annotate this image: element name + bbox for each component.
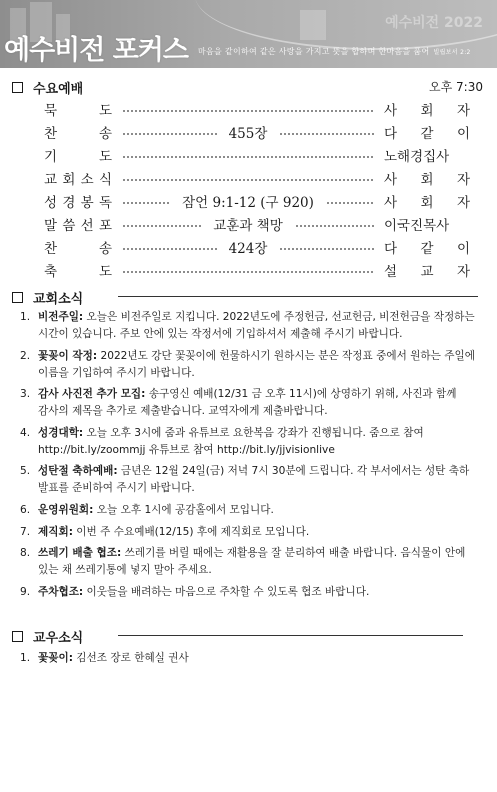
list-item [20, 463, 478, 497]
order-label-char: 씀 [62, 218, 76, 234]
order-label [44, 168, 112, 188]
order-label-char: 독 [98, 195, 112, 211]
dot-leader [279, 248, 374, 250]
order-label [44, 122, 112, 142]
list-item-body [38, 584, 478, 601]
order-row [44, 121, 470, 143]
order-person [384, 214, 470, 234]
checkbox-square-icon [12, 631, 23, 642]
list-item-heading: 주차협조: [38, 585, 84, 598]
dot-leader [279, 133, 374, 135]
order-label-char: 봉 [80, 195, 94, 211]
member-news-header [12, 627, 83, 646]
church-news-list [20, 309, 478, 605]
order-person-char: 자 [456, 195, 470, 211]
order-person-char: 회 [420, 103, 434, 119]
list-item [20, 502, 478, 519]
order-row [44, 167, 470, 189]
list-item-body [38, 502, 478, 519]
order-row [44, 144, 470, 166]
order-label-char: 경 [62, 195, 76, 211]
dot-leader [122, 202, 170, 204]
order-label-char: 말 [44, 218, 58, 234]
list-item-heading: 운영위원회: [38, 503, 94, 516]
dot-leader [122, 179, 374, 181]
list-item-body [38, 524, 478, 541]
order-person-char: 자 [456, 172, 470, 188]
list-item-heading: 제직회: [38, 525, 73, 538]
list-item-heading: 성탄절 축하예배: [38, 465, 118, 478]
list-item-number: 1. [20, 652, 31, 664]
order-row [44, 236, 470, 258]
list-item-text: 2022년도 강단 꽃꽂이에 헌물하시기 원하시는 분은 작정표 중에서 원하는 주일에 이름을 기입하여 주시기 바랍니다. [38, 349, 475, 379]
order-person-char: 이국진목사 [384, 218, 450, 234]
order-person [384, 168, 470, 188]
list-item-body [38, 463, 478, 497]
verse-text: 마음을 같이하여 같은 사랑을 가지고 뜻을 합하며 한마음을 품어 [198, 47, 430, 56]
list-item-text: 김선조 장로 한혜실 권사 [72, 652, 189, 664]
list-item-text: 오늘 오후 1시에 공감홀에서 모입니다. [93, 503, 274, 516]
list-item-body [38, 425, 478, 459]
order-label-char: 소 [80, 172, 94, 188]
list-item-number: 3. [20, 388, 31, 401]
list-item [20, 309, 478, 343]
order-person-char: 설 [384, 264, 398, 280]
list-item [20, 348, 478, 382]
section-divider [118, 296, 478, 297]
order-label-char: 도 [98, 103, 112, 119]
list-item-number: 6. [20, 503, 31, 516]
list-item-number: 1. [20, 311, 31, 323]
banner-watermark: 예수비전 2022 [385, 15, 483, 31]
order-person-char: 같 [420, 126, 434, 142]
service-section-header [12, 78, 83, 97]
list-item [20, 425, 478, 459]
order-label [44, 145, 112, 165]
dot-leader [122, 225, 201, 227]
order-person [384, 145, 470, 165]
list-item-number: 2. [20, 349, 31, 362]
order-label-char: 포 [98, 218, 112, 234]
order-label-char: 송 [98, 126, 112, 142]
order-person-char: 자 [456, 103, 470, 119]
list-item [20, 584, 478, 601]
order-label-char: 식 [98, 172, 112, 188]
order-label-char: 교 [44, 172, 58, 188]
verse-reference: 빌립보서 2:2 [433, 49, 471, 56]
list-item-number: 7. [20, 525, 31, 538]
order-label-char: 기 [44, 149, 58, 165]
order-row [44, 259, 470, 281]
list-item [20, 386, 478, 420]
list-item-text: 오늘은 비전주일로 지킵니다. 2022년도에 주정헌금, 선교헌금, 비전헌금을 작정하는 시간이 있습니다. 주보 안에 있는 작정서에 기입하셔서 제출해 주시기 바랍니다. [38, 311, 475, 340]
list-item [20, 545, 478, 579]
list-item-body [38, 386, 478, 420]
list-item-number: 8. [20, 547, 31, 560]
list-item-body [38, 309, 478, 343]
list-item-number: 5. [20, 465, 31, 478]
list-item-heading: 성경대학: [38, 426, 84, 439]
list-item-body [38, 348, 478, 382]
order-label-char: 송 [98, 241, 112, 257]
dot-leader [122, 271, 374, 273]
list-item-heading: 꽃꽂이: [38, 652, 73, 664]
order-person-char: 회 [420, 172, 434, 188]
order-person [384, 237, 470, 257]
order-person-char: 노해경집사 [384, 149, 450, 165]
list-item-text: 오늘 오후 3시에 줌과 유튜브로 요한복음 강좌가 진행됩니다. 줌으로 참여 http://bit.ly/zoommjj 유튜브로 참여 http://bit.ly/jjvisionlive [38, 426, 424, 456]
order-label-char: 축 [44, 264, 58, 280]
list-item [20, 524, 478, 541]
order-person-char: 이 [456, 241, 470, 257]
section-divider [118, 635, 463, 636]
list-item-body [38, 650, 478, 667]
list-item-text: 쓰레기를 버릴 때에는 재활용을 잘 분리하여 배출 바랍니다. 음식물이 안에 있는 채 쓰레기통에 넣지 말아 주세요. [38, 547, 466, 577]
order-label [44, 214, 112, 234]
order-label-char: 찬 [44, 241, 58, 257]
order-detail: 455장 [228, 126, 268, 142]
list-item-heading: 비전주일: [38, 311, 84, 323]
order-label-char: 도 [98, 264, 112, 280]
list-item-text: 이웃들을 배려하는 마음으로 주차할 수 있도록 협조 바랍니다. [83, 585, 370, 598]
order-row [44, 98, 470, 120]
dot-leader [122, 110, 374, 112]
order-detail: 잠언 9:1-12 (구 920) [182, 195, 314, 211]
church-news-header [12, 288, 83, 307]
list-item-heading: 꽃꽂이 작정: [38, 349, 98, 362]
list-item-number: 4. [20, 426, 31, 439]
order-label-char: 찬 [44, 126, 58, 142]
dot-leader [326, 202, 374, 204]
list-item-heading: 쓰레기 배출 협조: [38, 547, 122, 560]
order-label-char: 묵 [44, 103, 58, 119]
order-person-char: 다 [384, 126, 398, 142]
order-row [44, 213, 470, 235]
order-label [44, 260, 112, 280]
order-row [44, 190, 470, 212]
list-item-body [38, 545, 478, 579]
order-person [384, 260, 470, 280]
member-news-title: 교우소식 [33, 631, 84, 646]
list-item-text: 송구영신 예배(12/31 금 오후 11시)에 상영하기 위해, 사진과 함께 감사의 제목을 추가로 제출받습니다. 교역자에게 제출바랍니다. [38, 388, 457, 418]
order-detail: 교훈과 책망 [213, 218, 283, 234]
checkbox-square-icon [12, 82, 23, 93]
checkbox-square-icon [12, 292, 23, 303]
order-person-char: 사 [384, 103, 398, 119]
order-person-char: 자 [456, 264, 470, 280]
order-label-char: 성 [44, 195, 58, 211]
order-person-char: 회 [420, 195, 434, 211]
order-person-char: 같 [420, 241, 434, 257]
church-news-title: 교회소식 [33, 292, 84, 307]
service-title: 수요예배 [33, 82, 84, 97]
order-label [44, 191, 112, 211]
member-news-list [20, 650, 478, 672]
dot-leader [295, 225, 374, 227]
order-person [384, 122, 470, 142]
list-item-number: 9. [20, 585, 31, 598]
order-person-char: 교 [420, 264, 434, 280]
order-label-char: 선 [80, 218, 94, 234]
service-time: 오후 7:30 [429, 80, 483, 94]
banner-verse [198, 46, 471, 57]
order-label-char: 회 [62, 172, 76, 188]
order-person-char: 사 [384, 172, 398, 188]
list-item-text: 금년은 12월 24일(금) 저녁 7시 30분에 드립니다. 각 부서에서는 성탄 축하 발표를 준비하여 주시기 바랍니다. [38, 465, 470, 495]
order-person-char: 다 [384, 241, 398, 257]
header-banner [0, 0, 497, 68]
order-person-char: 사 [384, 195, 398, 211]
order-label [44, 99, 112, 119]
order-person [384, 191, 470, 211]
order-person-char: 이 [456, 126, 470, 142]
list-item-text: 이번 주 수요예배(12/15) 후에 제직회로 모입니다. [72, 525, 310, 538]
page-title: 예수비전 포커스 [4, 35, 188, 66]
dot-leader [122, 133, 217, 135]
order-detail: 424장 [228, 241, 268, 257]
list-item-heading: 감사 사진전 추가 모집: [38, 388, 146, 401]
order-label-char: 도 [98, 149, 112, 165]
list-item [20, 650, 478, 667]
order-label [44, 237, 112, 257]
dot-leader [122, 156, 374, 158]
order-person [384, 99, 470, 119]
dot-leader [122, 248, 217, 250]
